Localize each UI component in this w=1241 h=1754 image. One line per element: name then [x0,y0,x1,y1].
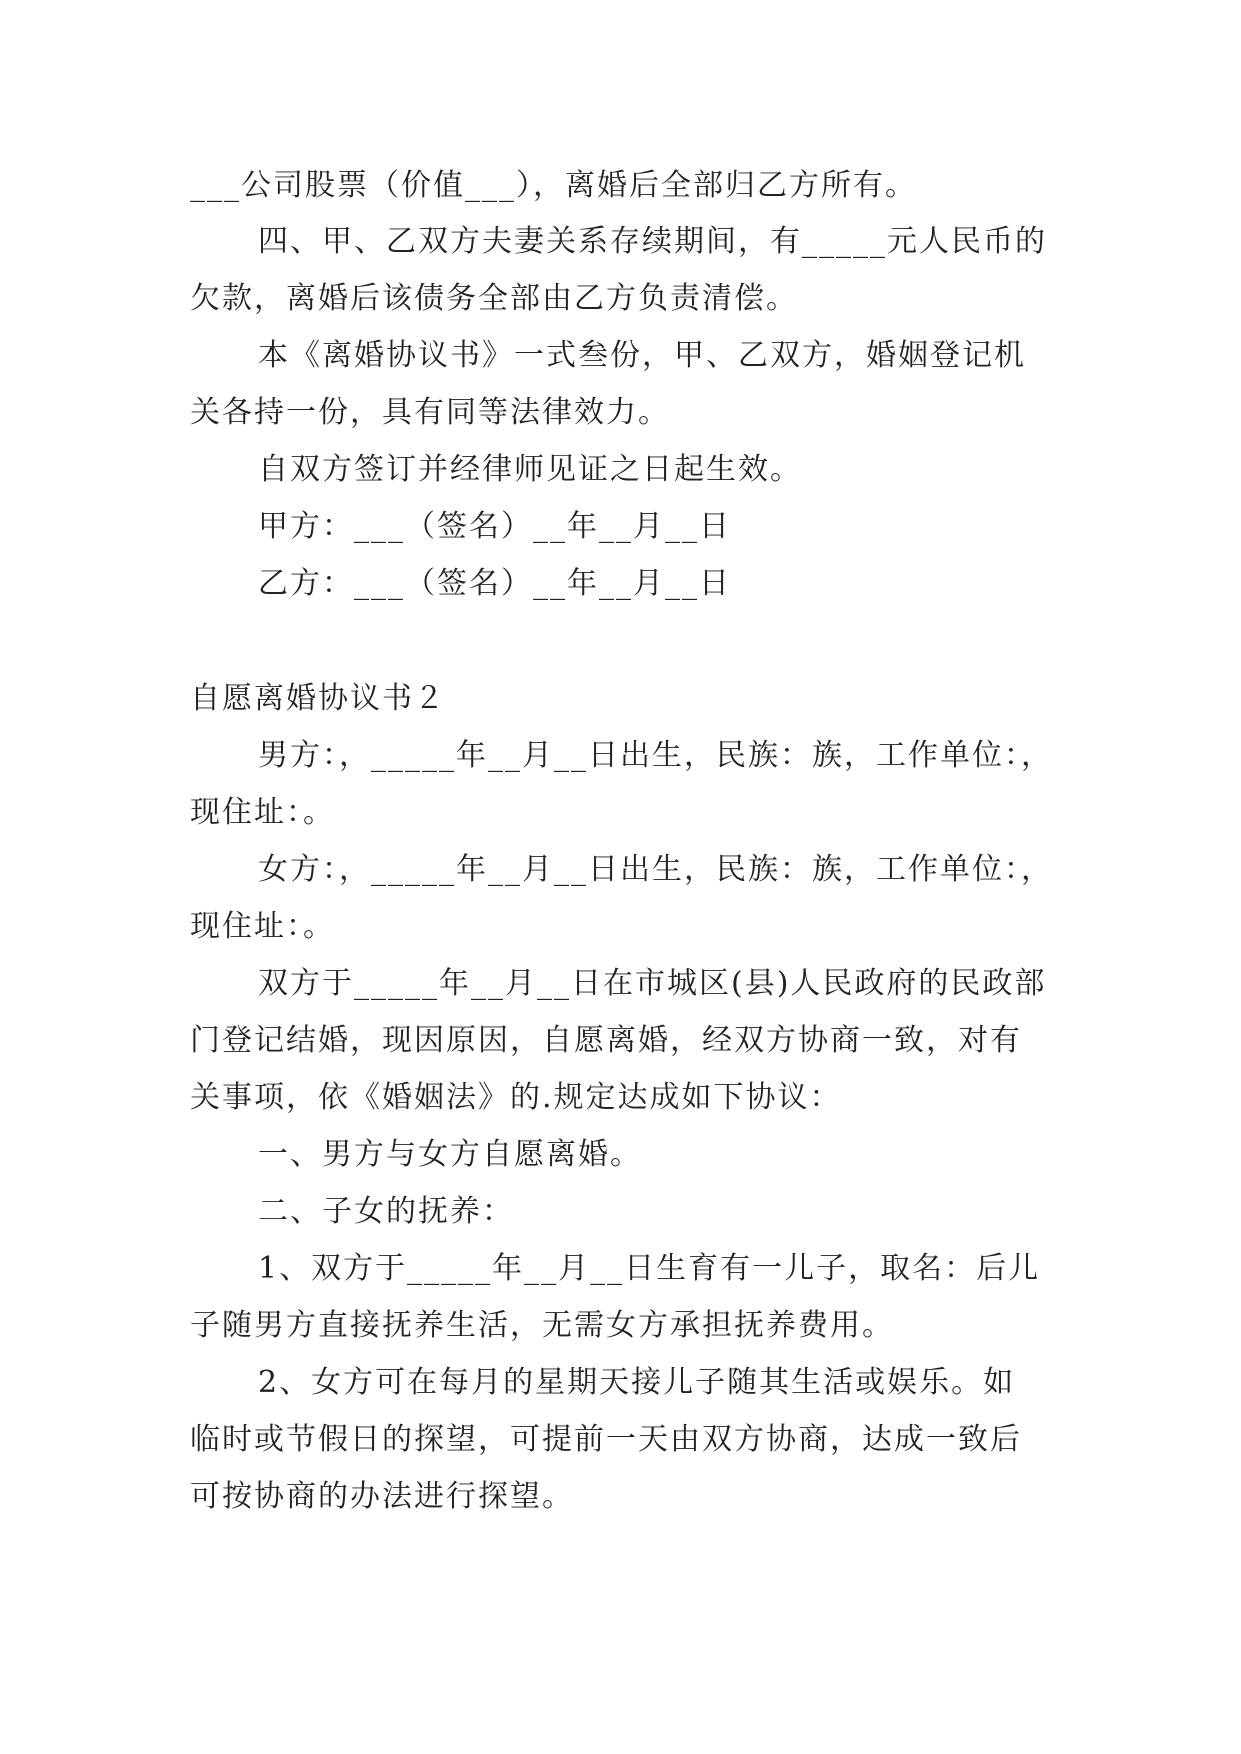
text-line: ___公司股票（价值___），离婚后全部归乙方所有。 [190,168,917,203]
signature-line-party-b: 乙方：___（签名）__年__月__日 [258,566,731,601]
text-line: 临时或节假日的探望，可提前一天由双方协商，达成一致后 [190,1422,1022,1457]
text-line: 女方：，_____年__月__日出生，民族：族，工作单位：， [258,852,1053,887]
text-line: 四、甲、乙双方夫妻关系存续期间，有_____元人民币的 [258,224,1047,259]
text-line: 二、子女的抚养： [258,1194,514,1229]
text-line: 本《离婚协议书》一式叁份，甲、乙双方，婚姻登记机 [258,338,1026,373]
text-line: 现住址：。 [190,795,335,830]
text-line: 一、男方与女方自愿离婚。 [258,1137,642,1172]
text-line: 2、女方可在每月的星期天接儿子随其生活或娱乐。如 [258,1365,1016,1400]
text-line: 现住址：。 [190,909,335,944]
text-line: 男方：，_____年__月__日出生，民族：族，工作单位：， [258,738,1053,773]
text-line: 双方于_____年__月__日在市城区(县)人民政府的民政部 [258,966,1047,1001]
text-line: 欠款，离婚后该债务全部由乙方负责清偿。 [190,281,798,316]
text-line: 关事项，依《婚姻法》的.规定达成如下协议： [190,1080,842,1115]
text-line: 门登记结婚，现因原因，自愿离婚，经双方协商一致，对有 [190,1023,1022,1058]
text-line: 1、双方于_____年__月__日生育有一儿子，取名：后儿 [258,1251,1041,1286]
text-line: 子随男方直接抚养生活，无需女方承担抚养费用。 [190,1308,894,1343]
text-line: 关各持一份，具有同等法律效力。 [190,395,670,430]
section-title: 自愿离婚协议书２ [190,681,446,716]
text-line: 可按协商的办法进行探望。 [190,1479,574,1514]
signature-line-party-a: 甲方：___（签名）__年__月__日 [258,509,731,544]
text-line: 自双方签订并经律师见证之日起生效。 [258,452,802,487]
